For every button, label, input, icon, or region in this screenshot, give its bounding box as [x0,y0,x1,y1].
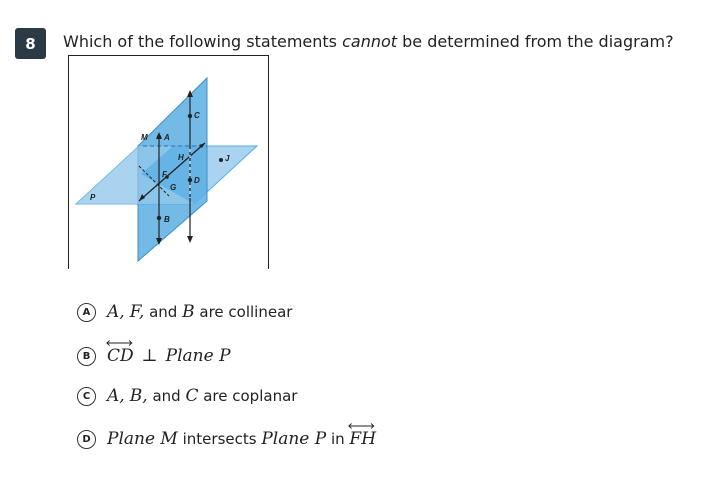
choice-a-point-1: A, [107,302,125,322]
point-j [219,158,223,162]
choice-b-line-notation [107,346,134,366]
choice-c-point-3: C [185,386,199,406]
point-a [157,135,161,139]
line-cd-arrow-bottom [187,236,193,243]
choice-b-plane: Plane P [165,346,231,366]
choice-d-line-label: FH [349,429,377,449]
point-b [157,216,161,220]
plane-m-shape [138,78,207,261]
choice-d[interactable] [77,428,376,450]
geometry-diagram [68,55,269,269]
choice-b-line-label: CD [107,346,134,366]
choice-d-text-2: in [326,430,350,448]
choice-a-text-2: are collinear [194,303,293,321]
choice-d-plane-m: Plane M [107,429,178,449]
choice-d-text-1: intersects [177,430,262,448]
choice-c-text-1: and [147,387,186,405]
question-number-badge: 8 [15,28,46,59]
label-b: B [164,215,170,224]
label-h: H [178,153,184,162]
label-a: A [164,133,170,142]
choice-a-bubble[interactable]: A [77,303,96,322]
choice-c-bubble[interactable]: C [77,387,96,406]
choice-c-point-2: B, [129,386,148,406]
choice-d-plane-p: Plane P [261,429,327,449]
choice-d-line-notation [349,429,376,449]
choice-a[interactable] [77,301,292,323]
label-c: C [194,111,200,120]
choice-d-bubble[interactable]: D [77,430,96,449]
label-g: G [170,183,177,192]
label-m: M [141,133,148,142]
stem-emphasis: cannot [342,32,398,51]
choice-a-point-3: B [182,302,195,322]
stem-text-before: Which of the following statements [63,32,343,51]
planes-diagram-svg [69,56,268,269]
choice-b-perp-symbol: ⊥ [141,346,158,366]
stem-text-after: be determined from the diagram? [397,32,674,51]
choice-c[interactable] [77,385,297,407]
double-arrow-icon [348,423,375,429]
label-p: P [90,193,96,202]
choice-a-point-2: F, [129,302,145,322]
label-j: J [225,154,230,163]
question-stem [63,32,674,51]
choice-c-text-2: are coplanar [198,387,298,405]
point-d [188,178,192,182]
label-f: F [162,170,167,179]
point-c [188,114,192,118]
choice-b[interactable] [77,345,231,367]
double-arrow-icon [106,340,133,346]
label-d: D [194,176,200,185]
choice-c-point-1: A, [107,386,125,406]
choice-b-bubble[interactable]: B [77,347,96,366]
choice-a-text-1: and [144,303,183,321]
